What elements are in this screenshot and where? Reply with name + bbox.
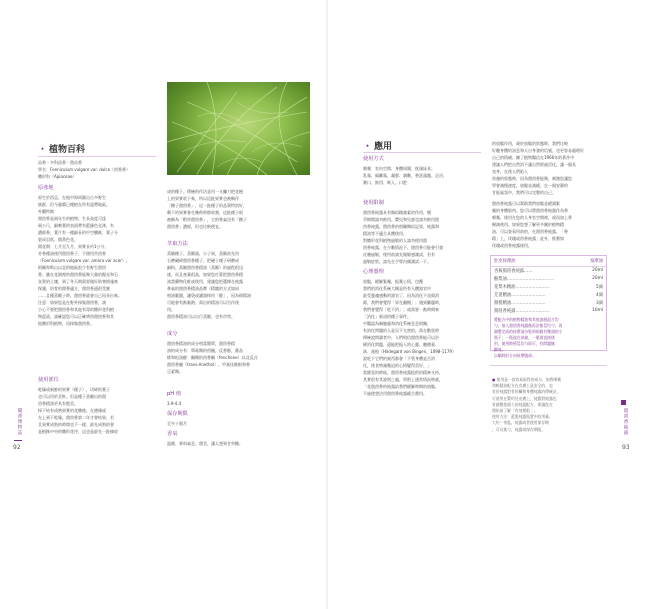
subheading-aroma: 香氣	[167, 431, 178, 437]
aroma-text: 溫暖、香料氣息、甜美、讓人想到甘草糖。	[167, 441, 243, 446]
recipe-row	[491, 299, 606, 307]
ingredient-amount: 5滴	[595, 285, 603, 290]
section-marker-icon	[621, 400, 626, 405]
subheading-origin: 原產地	[38, 185, 54, 191]
tip-box	[492, 377, 608, 439]
ingredient-name: 酪梨油……………………………	[494, 277, 555, 282]
title-rule	[363, 152, 481, 153]
meta-line-3: 繖形科（Apiaceae）	[38, 174, 77, 179]
subheading-psychology: 心理器理	[363, 269, 384, 275]
recipe-row	[491, 291, 606, 299]
ingredient-name: 杏核甜茴香純露……	[494, 269, 533, 274]
meta-line-2: 學名：Foeniculum vulgare var. dulce（茴香香）	[38, 167, 131, 172]
recipe-row	[491, 267, 606, 275]
col2-paragraph: 成的種子。傳統的作法是用一支鐮刀把花梗 上的果實收下來，所以這批果實也被稱作 「糖子甜茴香」，這一批種子的品質特別好， 剩下的果實會在幾秒時節收割，這批種子則 被稱為「稻草甜茴香」，它的香氣沒有「糖子 甜茴香」濃郁，但也比較便宜。	[167, 189, 247, 229]
subheading-extraction: 萃取方法	[167, 241, 188, 247]
meta-line-1: 苗香・多科苗香・甜苗香	[38, 160, 82, 165]
ingredient-amount: 10ml	[592, 308, 603, 313]
subheading-method: 使用方式	[363, 156, 384, 162]
tip-text: 使用是一款容易取得的成分，如香噴霧 和較精油配方在皮膚上是安全的，也 有於純露對有肝臟和身體純露的傳統法， 可使用在嬰幼兒皮膚上，純露對純露也 有調整您個人的純露配方，建議您在 開始前了解「有效期限」。 使用方法：藍裝純露瓶置中的用量， 大約一茶匙，純露或者使用保存期 ，可以搖勻，純露或保存期限。	[492, 377, 562, 432]
left-page-number: 92	[13, 444, 21, 451]
recipe-title: 肚皮按摩油	[494, 259, 516, 264]
subheading-composition: 成分	[167, 331, 178, 337]
psychology-paragraph: 放鬆，緩解緊繃，振奮心情，包覆 我們的消化系統大概是所有人體器官中 最受靈魂感動的器官了，因為消化不良與消 除，我們會覺得「胃在翻攪」；遇到難題時， 我們會覺得「吃不消」；或需要一點時間來 「消化」新訊的種子事件。 中醫認為胸腹處和消化系統息息相關， 有消化問題的人是吴不太密的，需在歡欣時 傳統說問讀者中，人們相信甜茴香能可以治 療消化問題，還能把振人的心靈，聽德嘉． 馮．賓根（Hildegard von Bingen，1098-1179） 說吃下它們的東西都會「不管身體是否消 化，使食物滿壓迫的心情變得美好。」 當健壹的時候，甜茴香純露提供的精神支持， 其實很有其說明之處，學術上通常情況時就， 「花瓶茴香的純露給我們緩解時期的放鬆， 不過使想法用甜茴香純露緩合費用。	[363, 279, 456, 396]
extraction-paragraph: 蒸餾種子。蒸餾器，小子果，蒸餾前先用 石磨碾碎甜茴香種子，把碾子種子研磨成 細粉，蒸餾甜茴香精油（蒸餾）的過程很迅 速，而且產量很高，如果您打算把甜茴香精 油當藥物化粧或使用，建議您把選擇在純露 香氣的甜茴香精油品牌（精隨的方式如同 相油範圍，濾袋或濾器採用「醇」，因為經精油 可能會有點黏熱，需出的精油可以另作使 用。 甜茴香精油可以自行蒸餾，也有市售。	[167, 251, 251, 319]
right-running-head: 甜茴香純露	[623, 408, 628, 436]
method-paragraph: 噴霧：室內空間、身體周圍、枕頭床具； 乳霜、隔離霜，凝膠、調數、香洗澡龍、足浴、 漱口、飲用、吸入、口腔	[363, 166, 447, 185]
right-page-number: 93	[622, 444, 630, 451]
ph-value: 3.9-4.4	[167, 401, 182, 406]
section-title-plant-encyclopedia: ・ 植物百科	[38, 145, 86, 155]
recipe-instructions: 將配方中的植物精油和其他油脂混合均 勻，加入甜茴香純露後再次搖晃均勻，再 調製完成的按摩油分裝到兩個有壓頭的小 瓶子，一瓶放在冰箱，一瓶則直接使 用，使用時摇晃均勻即可，有問題無 顯效。 以順時針方向按摩腹部。	[494, 317, 563, 358]
ingredient-name: 花梨木精油……………………	[494, 285, 550, 290]
ingredient-amount: 4滴	[595, 293, 603, 298]
col2-paragraph: 的放鬆作用，歲於放鬆的狀態時，我們比較 好聽身體的訊息和天自身發的信號，也更容易處理好 自己的情緒。陳了植物醫信在1966年的著作中 建議人們把自然消不讓自然經過活化，讓一個具 良身，在使人們陷入 焦慮的狀態時，因為甜茴香能夠，刺激您讓您 學會減慢速度，放鬆並減緩，在一個安靜的 甘能氣氛中，我們可以完整的自己。	[492, 141, 584, 195]
storage-value: 至多十個月	[167, 421, 187, 426]
recipe-tag: 按摩油	[590, 259, 603, 264]
title-rule	[38, 156, 156, 157]
left-head-rule	[14, 440, 22, 441]
ingredient-name: 芫荽精油……………………	[494, 293, 546, 298]
recipe-row	[491, 307, 606, 315]
col2-paragraph-2: 甜茴香純露可以幫助我們放鬆並緩減緊 繃的身體肌肉。您可以將甜茴香純露作為香 噴霧，使用在您的人身室空間裡，或再加上香 樹滴使用。如果您想了解更多關於植物精 油，可以查看用前的，在甜茴香純露、「香 精」上，玫瑰或茴香純露」此外，推薦如 玫瑰或茴香純露使用。	[492, 201, 572, 248]
subheading-limits: 使用限制	[363, 200, 384, 206]
part-used-paragraph: 乾燥或新鮮的果實（種子），切碎的葉子 也可以用於烹飪。但是種子蒸餾出的甜 茴香精油更具有肥美。 採下結有成熟果實的花繖後，在德國或 在上到下乾燥，甜茴香第二年才會結果，若 且果實成熟的時間也不一樣，最先成熟的會 是植株中央的繖形花序，這也是最先一批摘收	[38, 387, 118, 434]
ingredient-name: 甜橙精油……………………	[494, 301, 546, 306]
tip-bullet-icon: ●	[492, 377, 497, 382]
left-running-head: 聞香博物誌	[17, 408, 22, 436]
section-title-text: 植物百科	[49, 145, 86, 155]
subheading-storage: 保存期限	[167, 411, 188, 417]
recipe-box	[490, 255, 607, 358]
limits-paragraph: 甜茴香純露具有類似雌激素的作用，懷 孕期間請勿飲用、嬰兒和兒童也請勿飲用甜 茴香純露，甜茴香的相關類似記票，純露和 精油等不適合具體使用。 對繖形花科植物過敏的人請勿使用甜 茴香純露，在少數情況下，甜茴香可能會引發 皮膚過敏，使用前請先做敏感測試，若有 過敏症狀，請先在手臂內側測試一下。	[363, 210, 443, 264]
recipe-header	[491, 256, 606, 267]
subheading-ph: pH 值	[167, 391, 182, 397]
recipe-row	[491, 275, 606, 283]
book-gutter	[326, 0, 328, 609]
section-title-application: ・ 應用	[363, 142, 393, 152]
origin-paragraph: 原生於西亞、在地中海周圍自古多野生 族群，但今風靡已種植在所有溫帶地區。 外觀特徵 甜茴香是兩年生的植物，生長高度可達 兩公尺，細軟葉的表面帶有藍綠色光澤，有 濃郁香，葉片有一種細長的中空纖維，葉子分 裂成羽狀，開黃色花。 開花期：七月至九月，果實長約1公分， 芳香種油使用甜茴香子，不便用苦茴香 （Foeniculum vulgare var. amara var acer）。 阿爾卑斯山以北的地區很少有野生甜茴 香，雖在花園裡的甜茴香能夠大量的陽光和石 灰質的土壤，到了冬天期需要做好防寒措施來 保護，培育的甜香適方，甜茴香還很受蜜 ……且種蒸餾子時，甜茴香就會自己再長出來。 注意：如果您是在野外採集甜茴香，請 小心不要把甜茴香和其他有毒的繖形花科植 物混淆，請確認您可以正確辨別甜茴香和其 他繖形科植物，再採集甜茴香。	[38, 195, 130, 326]
fennel-photo	[167, 82, 310, 175]
subheading-part-used: 使用部位	[38, 377, 59, 383]
ingredient-amount: 20ml	[592, 268, 603, 273]
ingredient-amount: 3滴	[595, 301, 603, 306]
composition-paragraph: 甜茴香精油的成分相當簡單，甜茴香精 油的成分有：單萜類的茴醚，反香醇，藿品 烯和松油醇：酮類的茴香酮（fenchone）以及反式 甜茴香醚（trans-Anethol），甲基佳維酚和香 豆素類。	[167, 341, 258, 374]
section-title-text: 應用	[374, 142, 393, 152]
recipe-row	[491, 283, 606, 291]
ingredient-name: 甜茴香純露……………………	[494, 309, 550, 314]
tip-rule	[490, 365, 607, 366]
ingredient-amount: 20ml	[592, 276, 603, 281]
